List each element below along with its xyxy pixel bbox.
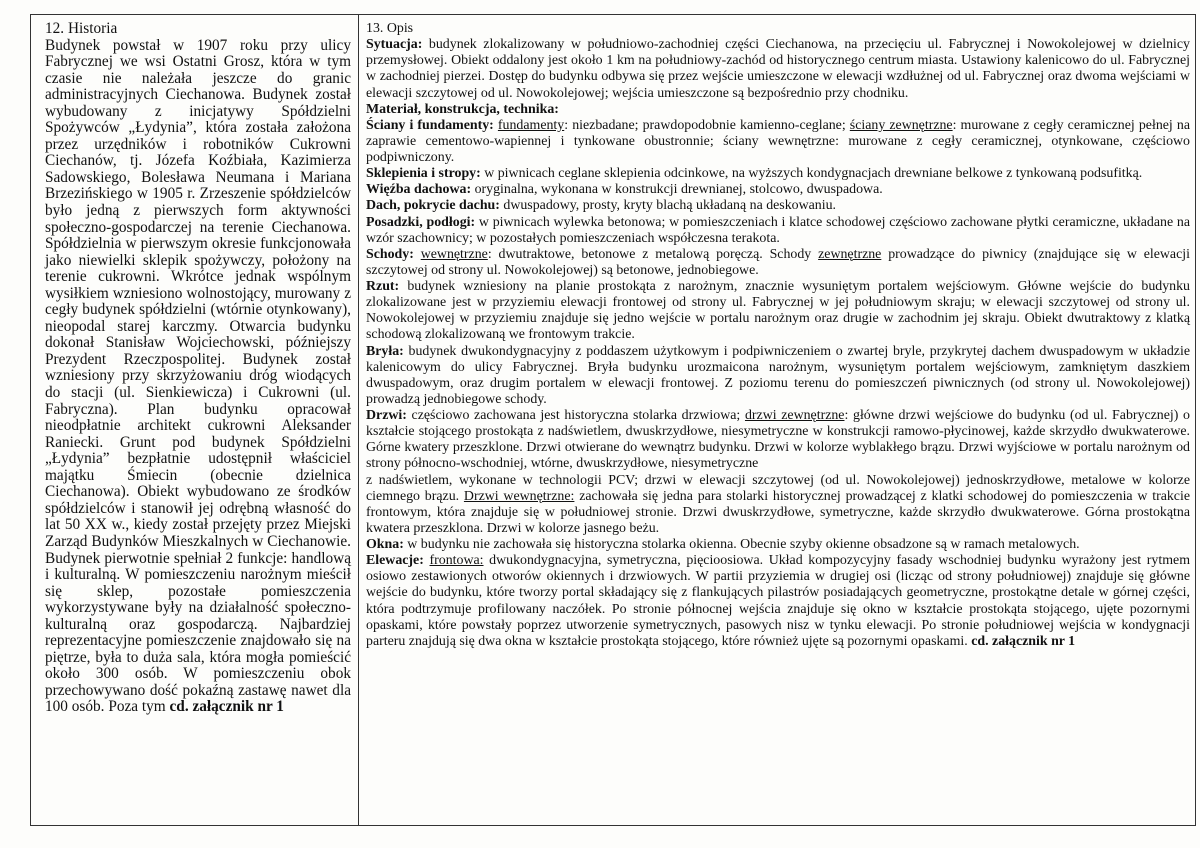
schody-label: Schody:: [366, 246, 414, 262]
rzut-label: Rzut:: [366, 279, 400, 294]
drzwi-paragraph-cont: z nadświetlem, wykonane w technologii PCV; drzwi w elewacji szczytowej (od ul. Nowokolejowej) jednoskrzydłowe, metalowe w kolorze ciemnego brązu. Drzwi wewnętrzne: zachowała się jedna para stolarki historycznej prowadzącej z klatki schodowej do pomieszczenia w trakcie frontowym, która znajduje się w południowej stronie. Drzwi dwuskrzydłowe, symetryczne, każde skrzydło dwukwaterowe. Górna prostokątna kwatera przeszklona. Drzwi w kolorze jasnego beżu.: [366, 472, 1191, 536]
column-divider: [358, 15, 359, 825]
sciany-paragraph: Ściany i fundamenty: fundamenty: niezbadane; prawdopodobnie kamienno-ceglane; ściany zewnętrzne: murowane z cegły ceramicznej pełnej na zaprawie cementowo-wapiennej i tynkowane obustronnie; ściany wewnętrzne: murowane z cegły ceramicznej, otynkowane, częściowo podpiwniczony.: [366, 117, 1190, 165]
schody-wewnetrzne-term: wewnętrzne: [420, 246, 488, 262]
bryla-paragraph: Bryła: budynek dwukondygnacyjny z poddaszem użytkowym i podpiwniczeniem o zwartej bryle, przykrytej dachem dwuspadowym w układzie kalenicowym do ulicy Fabrycznej. Bryła budynku urozmaicona narożnym, wysuniętym portalem wejściowym, zamkniętym daszkiem dwuspadowym, oraz drugim portalem w elewacji frontowej. Z poziomu terenu do pomieszczeń piwnicznych (od strony ul. Nowokolejowej) prowadzą jednobiegowe schody.: [366, 343, 1190, 407]
schody-paragraph: Schody: wewnętrzne: dwutraktowe, betonowe z metalową poręczą. Schody zewnętrzne prowadzące do piwnicy (znajdujące się w elewacji szczytowej od strony ul. Nowokolejowej) są betonowe, jednobiegowe.: [366, 246, 1190, 278]
okna-paragraph: Okna: w budynku nie zachowała się historyczna stolarka okienna. Obecnie szyby okienne obsadzone są w ramach metalowych.: [366, 537, 1080, 552]
drzwi-wewnetrzne-term: Drzwi wewnętrzne:: [463, 488, 575, 504]
rzut-paragraph: Rzut: budynek wzniesiony na planie prostokąta z narożnym, znacznie wysuniętym portalem wejściowym. Główne wejście do budynku zlokalizowane jest w przyziemiu elewacji frontowej od strony ul. Fabrycznej w jej południowym skraju; w elewacji szczytowej od strony ul. Nowokolejowej w przyziemiu znajduje się jedno wejście w portalu narożnym oraz drugie w zachodnim jej skraju. Obiekt dwutraktowy z klatką schodową zlokalizowaną we frontowym trakcie.: [366, 279, 1190, 343]
posadzki-label: Posadzki, podłogi:: [366, 214, 476, 230]
sciany-zewnetrzne-term: ściany zewnętrzne: [849, 117, 953, 133]
schody-zewnetrzne-term: zewnętrzne: [818, 246, 882, 262]
wiezba-label: Więźba dachowa:: [366, 182, 472, 198]
form-frame: [30, 14, 1196, 826]
historia-heading: 12. Historia: [45, 20, 118, 37]
drzwi-zewnetrzne-term: drzwi zewnętrzne: [744, 408, 845, 423]
sklepienia-label: Sklepienia i stropy:: [366, 166, 481, 182]
elewacje-label: Elewacje:: [366, 553, 424, 569]
material-heading: Materiał, konstrukcja, technika:: [366, 101, 559, 117]
posadzki-paragraph: Posadzki, podłogi: w piwnicach wylewka betonowa; w pomieszczeniach i klatce schodowej częściowo zachowane płytki ceramiczne, układane na wzór szachownicy; w pozostałych pomieszczeniach współczesna terakota.: [366, 214, 1191, 246]
historia-text: Budynek powstał w 1907 roku przy ulicy Fabrycznej we wsi Ostatni Grosz, która w tym czasie nie należała jeszcze do granic administracyjnych Ciechanowa. Budynek został wybudowany z inicjatywy Spółdzielni Spożywców „Łydynia”, która została założona przez urzędników i robotników Cukrowni Ciechanów, tj. Józefa Koźbiała, Kazimierza Sadowskiego, Bolesława Neumana i Mariana Brzezińskiego w 1905 r. Zrzeszenie spółdzielców było jedną z pierwszych form aktywności społeczno-gospodarczej na terenie Ciechanowa. Spółdzielnia w pierwszym okresie funkcjonowała jako niewielki sklepik spożywczy, położony na terenie cukrowni. Wkrótce jednak wspólnym wysiłkiem wzniesiono wolnostojący, murowany z cegły budynek spółdzielni (wtórnie otynkowany), nieopodal starej karczmy. Otwarcia budynku dokonał Stanisław Wojciechowski, późniejszy Prezydent Rzeczpospolitej. Budynek został wzniesiony przy skrzyżowaniu dróg wiodących do stacji (ul. Sienkiewicza) i Cukrowni (ul. Fabryczna). Plan budynku opracował nieodpłatnie architekt cukrowni Aleksander Raniecki. Grunt pod budynek Spółdzielni „Łydynia” bezpłatnie udostępnił właściciel majątku Śmiecin (obecnie dzielnica Ciechanowa). Obiekt wybudowano ze środków spółdzielców i stanowił jej odrębną własność do lat 50 XX w., kiedy został przejęty przez Miejski Zarząd Budynków Mieszkalnych w Ciechanowie. Budynek pierwotnie spełniał 2 funkcje: handlową i kulturalną. W pomieszczeniu narożnym mieścił się sklep, pozostałe pomieszczenia wykorzystywane były na działalność społeczno-kulturalną oraz gospodarczą. Najbardziej reprezentacyjne pomieszczenie znajdowało się na piętrze, była to duża sala, która mogła pomieścić około 300 osób. W pomieszczeniu obok przechowywano dość pokaźną zastawę nawet dla 100 osób. Poza tym: [45, 36, 351, 716]
frontowa-term: frontowa:: [429, 553, 484, 569]
dach-paragraph: Dach, pokrycie dachu: dwuspadowy, prosty, kryty blachą układaną na deskowaniu.: [366, 198, 837, 214]
elewacje-paragraph: Elewacje: frontowa: dwukondygnacyjna, symetryczna, pięcioosiowa. Układ kompozycyjny fasady wschodniej budynku wyrażony jest rytmem osiowo zestawionych otworów okiennych i drzwiowych. W partii przyziemia w drugiej osi (licząc od strony południowej) znajduje się główne wejście do budynku, które tworzy portal składający się z flankujących pilastrów posiadających geometryczne, prostokątne detale w górnej części, która podtrzymuje profilowany naczółek. Po stronie północnej wejścia znajduje się okno w kształcie prostokąta stojącego, ujęte pozornymi opaskami, które powstały poprzez utworzenie symetrycznych, pasowych nisz w tynku elewacji. Po stronie południowej wejścia w kondygnacji parteru znajdują się dwa okna w kształcie prostokąta stojącego, które również ujęte są pozornymi opaskami. cd. załącznik nr 1: [366, 553, 1190, 649]
opis-heading: 13. Opis: [366, 21, 414, 36]
wiezba-paragraph: Więźba dachowa: oryginalna, wykonana w konstrukcji drewnianej, stolcowo, dwuspadowa.: [366, 182, 883, 198]
opis-continuation: cd. załącznik nr 1: [971, 633, 1076, 649]
sytuacja-label: Sytuacja:: [366, 37, 423, 53]
historia-continuation: cd. załącznik nr 1: [169, 698, 284, 716]
okna-label: Okna:: [366, 537, 404, 552]
sytuacja-text: budynek zlokalizowany w południowo-zachodniej części Ciechanowa, na przecięciu ul. Fabrycznej i Nowokolejowej w dzielnicy przemysłowej. Obiekt oddalony jest około 1 km na południowy-zachód od historycznego centrum miasta. Ustawiony kalenicowo do ul. Fabrycznej w zachodniej pierzei. Dostęp do budynku odbywa się przez wejście umieszczone w elewacji wzdłużnej od ul. Fabrycznej oraz dwoma wejściami w elewacji szczytowej od ul. Nowokolejowej; wejścia umieszczone są bezpośrednio przy chodniku.: [366, 37, 1190, 101]
fundamenty-term: fundamenty: [497, 117, 565, 133]
drzwi-paragraph: Drzwi: częściowo zachowana jest historyczna stolarka drzwiowa; drzwi zewnętrzne: główne drzwi wejściowe do budynku (od ul. Fabrycznej) o kształcie stojącego prostokąta z nadświetlem, dwuskrzydłowe, niesymetryczne w konstrukcji ramowo-płycinowej, każde skrzydło dwukwaterowe. Górne kwatery przeszklone. Drzwi otwierane do wewnątrz budynku. Drzwi w kolorze wyblakłego brązu. Drzwi wyjściowe w portalu narożnym od strony północno-wschodniej, wtórne, dwuskrzydłowe, niesymetryczne: [366, 408, 1190, 472]
sciany-label: Ściany i fundamenty:: [366, 117, 494, 133]
dach-label: Dach, pokrycie dachu:: [366, 198, 500, 214]
sklepienia-paragraph: Sklepienia i stropy: w piwnicach ceglane sklepienia odcinkowe, na wyższych kondygnacjach drewniane belkowe z tynkowaną podsufitką.: [366, 166, 1143, 182]
drzwi-label: Drzwi:: [366, 408, 407, 423]
bryla-label: Bryła:: [366, 343, 404, 359]
opis-section: [366, 21, 1190, 650]
sytuacja-paragraph: [366, 37, 1190, 102]
historia-section: [45, 21, 351, 716]
